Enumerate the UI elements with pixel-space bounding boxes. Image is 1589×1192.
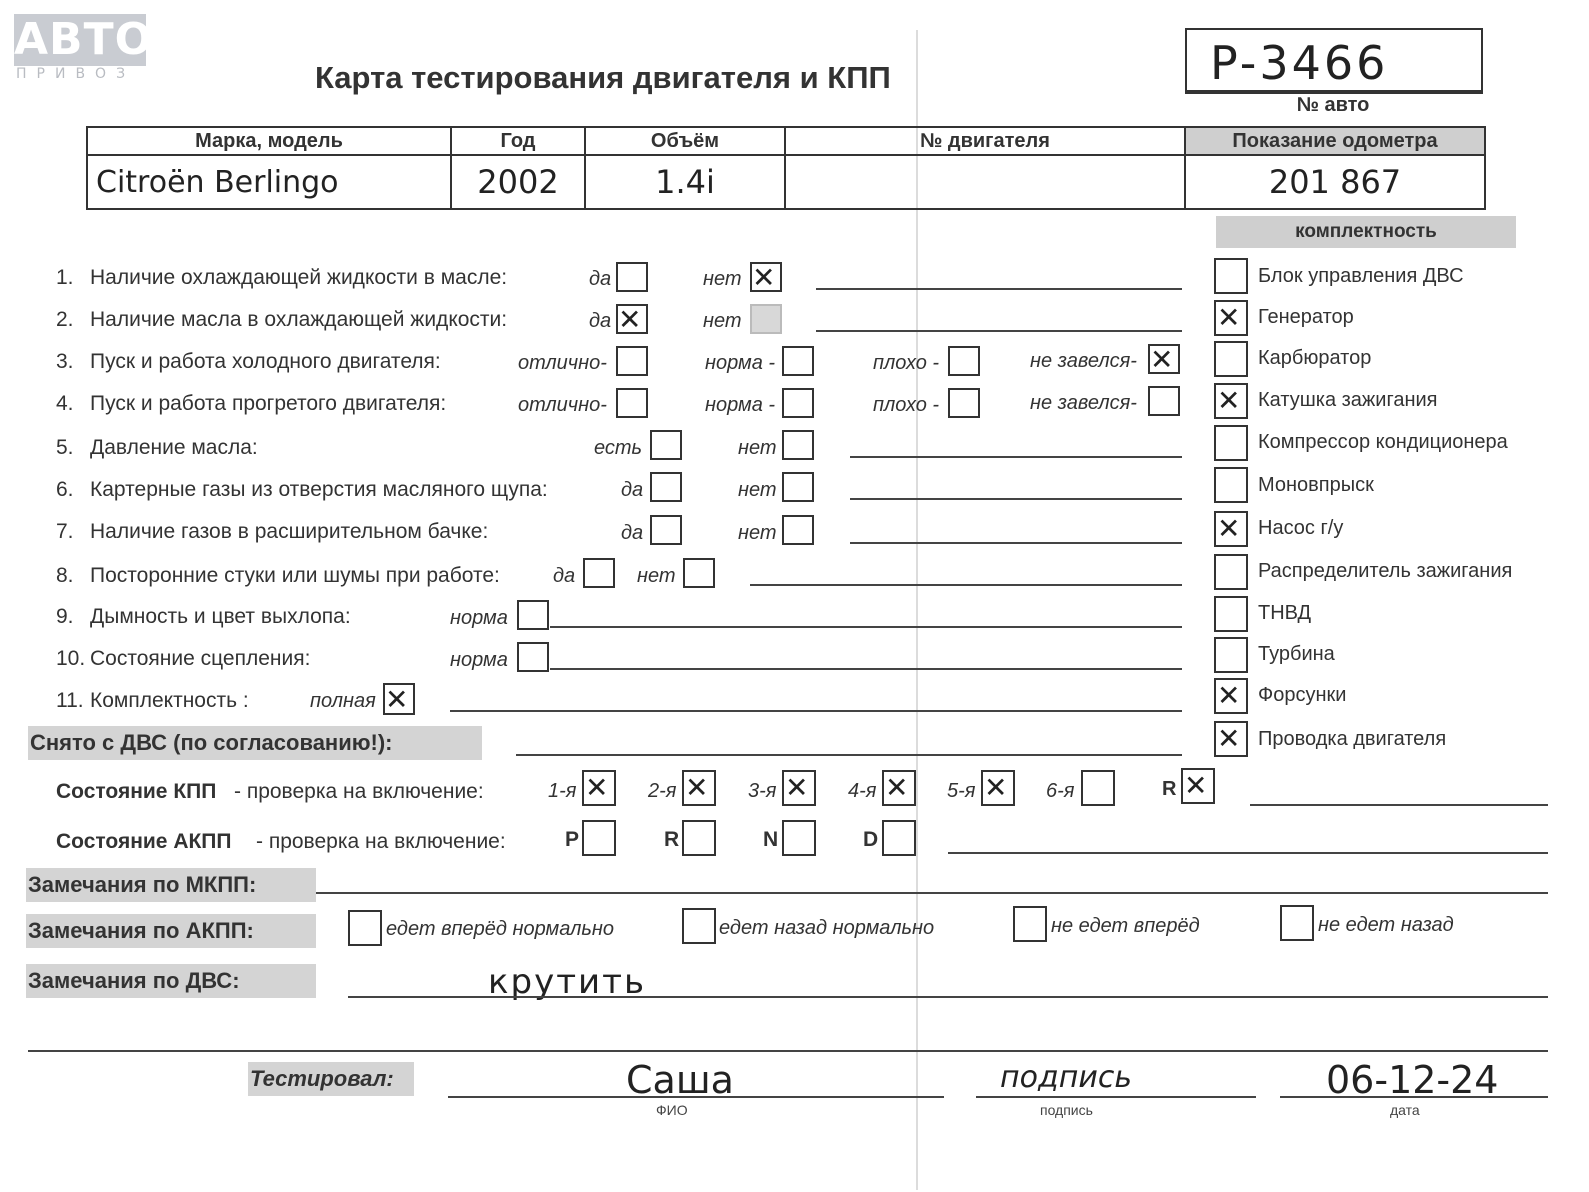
- akpp-note-option: не едет назад: [1318, 914, 1454, 936]
- checkbox[interactable]: [948, 388, 980, 418]
- option-label: не завелся-: [1030, 392, 1137, 414]
- option-label: нет: [637, 565, 676, 587]
- completeness-item: Проводка двигателя: [1258, 728, 1447, 750]
- akpp-notes-label: Замечания по АКПП:: [26, 914, 316, 948]
- checkbox[interactable]: [683, 558, 715, 588]
- answer-line: [948, 852, 1548, 854]
- akpp-checkbox[interactable]: [682, 820, 716, 856]
- question-number: 8.: [56, 564, 74, 587]
- gear-label: 2-я: [648, 780, 677, 802]
- akpp-note-checkbox[interactable]: [1013, 906, 1047, 942]
- answer-line: [850, 542, 1182, 544]
- vehicle-header-table: [86, 126, 1486, 210]
- answer-line: [550, 668, 1182, 670]
- question-number: 2.: [56, 308, 74, 331]
- option-label: норма -: [705, 352, 776, 374]
- gear-label: 3-я: [748, 780, 777, 802]
- akpp-checkbox[interactable]: [582, 820, 616, 856]
- akpp-note-option: едет назад нормально: [719, 917, 935, 939]
- checkbox[interactable]: [517, 642, 549, 672]
- check-mark: ✕: [1217, 301, 1241, 334]
- option-label: нет: [738, 437, 777, 459]
- akpp-mode-label: R: [664, 828, 680, 851]
- divider-line: [28, 1050, 1548, 1052]
- answer-line: [816, 330, 1182, 332]
- akpp-mode-label: N: [763, 828, 779, 851]
- completeness-checkbox[interactable]: [1214, 425, 1248, 461]
- col-make-model: Марка, модель: [87, 127, 451, 155]
- completeness-item: Катушка зажигания: [1258, 389, 1438, 411]
- option-label: отлично-: [518, 394, 607, 416]
- option-label: плохо -: [873, 394, 940, 416]
- completeness-item: Моновпрыск: [1258, 474, 1374, 496]
- question-text: Картерные газы из отверстия масляного щупа:: [90, 478, 548, 501]
- question-text: Наличие масла в охлаждающей жидкости:: [90, 308, 508, 331]
- logo-subtitle: ПРИВОЗ: [16, 66, 136, 82]
- checkbox[interactable]: [750, 304, 782, 334]
- answer-line: [348, 996, 1548, 998]
- check-mark: ✕: [984, 771, 1008, 804]
- question-text: Пуск и работа холодного двигателя:: [90, 350, 441, 373]
- question-text: Дымность и цвет выхлопа:: [90, 605, 351, 628]
- checkbox[interactable]: [616, 346, 648, 376]
- completeness-item: Генератор: [1258, 306, 1354, 328]
- check-mark: ✕: [618, 303, 642, 336]
- check-mark: ✕: [1150, 343, 1174, 376]
- answer-line: [550, 626, 1182, 628]
- fio-caption: ФИО: [656, 1102, 688, 1118]
- completeness-item: Компрессор кондиционера: [1258, 431, 1508, 453]
- removed-section-label: Снято с ДВС (по согласованию!):: [28, 726, 482, 760]
- akpp-note-checkbox[interactable]: [348, 910, 382, 946]
- completeness-checkbox[interactable]: [1214, 341, 1248, 377]
- question-number: 7.: [56, 520, 74, 543]
- question-text: Посторонние стуки или шумы при работе:: [90, 564, 500, 587]
- gear-checkbox[interactable]: [1081, 770, 1115, 806]
- tester-signature: подпись: [1000, 1060, 1132, 1095]
- gear-label: R: [1162, 778, 1177, 800]
- signature-line: [976, 1096, 1256, 1098]
- option-label: отлично-: [518, 352, 607, 374]
- answer-line: [316, 892, 1548, 894]
- question-text: Наличие газов в расширительном бачке:: [90, 520, 489, 543]
- checkbox[interactable]: [650, 515, 682, 545]
- dvs-notes-value: крутить: [488, 962, 646, 1002]
- option-label: да: [589, 268, 612, 290]
- akpp-note-option: не едет вперёд: [1051, 915, 1200, 937]
- akpp-note-checkbox[interactable]: [1280, 905, 1314, 941]
- check-mark: ✕: [685, 771, 709, 804]
- col-year: Год: [451, 127, 585, 155]
- check-mark: ✕: [1184, 769, 1208, 802]
- akpp-label: Состояние АКПП: [56, 830, 232, 853]
- completeness-item: Карбюратор: [1258, 347, 1372, 369]
- akpp-checkbox[interactable]: [882, 820, 916, 856]
- question-number: 9.: [56, 605, 74, 628]
- question-text: Давление масла:: [90, 436, 258, 459]
- date-line: [1280, 1096, 1548, 1098]
- akpp-note-option: едет вперёд нормально: [386, 918, 615, 940]
- completeness-item: ТНВД: [1258, 602, 1312, 624]
- kpp-label: Состояние КПП: [56, 780, 217, 803]
- completeness-checkbox[interactable]: [1214, 554, 1248, 590]
- question-number: 6.: [56, 478, 74, 501]
- question-number: 3.: [56, 350, 74, 373]
- akpp-note-checkbox[interactable]: [682, 908, 716, 944]
- gear-label: 4-я: [848, 780, 877, 802]
- answer-line: [516, 754, 1182, 756]
- make-model-value: Citroën Berlingo: [87, 155, 451, 209]
- akpp-label-rest: - проверка на включение:: [256, 830, 506, 853]
- gear-label: 6-я: [1046, 780, 1075, 802]
- question-text: Наличие охлаждающей жидкости в масле:: [90, 266, 508, 289]
- akpp-mode-label: P: [565, 828, 580, 851]
- answer-line: [816, 288, 1182, 290]
- answer-line: [850, 498, 1182, 500]
- name-line: [448, 1096, 944, 1098]
- option-label: да: [589, 310, 612, 332]
- completeness-item: Насос г/у: [1258, 517, 1344, 539]
- question-text: Комплектность :: [90, 689, 249, 712]
- option-label: плохо -: [873, 352, 940, 374]
- option-label: норма: [450, 607, 508, 629]
- checkbox[interactable]: [948, 346, 980, 376]
- check-mark: ✕: [1217, 722, 1241, 755]
- option-label: нет: [738, 522, 777, 544]
- kpp-label-rest: - проверка на включение:: [234, 780, 484, 803]
- checkbox[interactable]: [1148, 386, 1180, 416]
- check-mark: ✕: [1217, 512, 1241, 545]
- checkbox[interactable]: [616, 262, 648, 292]
- option-label: да: [621, 522, 644, 544]
- option-label: да: [553, 565, 576, 587]
- option-label: нет: [703, 268, 742, 290]
- check-mark: ✕: [385, 683, 409, 716]
- volume-value: 1.4i: [585, 155, 785, 209]
- option-label: есть: [594, 437, 643, 459]
- option-label: норма -: [705, 394, 776, 416]
- option-label: да: [621, 479, 644, 501]
- question-number: 5.: [56, 436, 74, 459]
- gear-label: 1-я: [548, 780, 577, 802]
- question-text: Пуск и работа прогретого двигателя:: [90, 392, 447, 415]
- completeness-title: комплектность: [1216, 216, 1516, 248]
- option-label: нет: [738, 479, 777, 501]
- mkpp-notes-label: Замечания по МКПП:: [26, 868, 316, 902]
- year-value: 2002: [451, 155, 585, 209]
- auto-number-label: № авто: [1296, 94, 1370, 116]
- checkbox[interactable]: [782, 388, 814, 418]
- col-volume: Объём: [585, 127, 785, 155]
- col-odometer: Показание одометра: [1185, 127, 1485, 155]
- completeness-item: Блок управления ДВС: [1258, 265, 1464, 287]
- question-number: 10.: [56, 647, 86, 670]
- option-label: норма: [450, 649, 508, 671]
- completeness-checkbox[interactable]: [1214, 596, 1248, 632]
- checkbox[interactable]: [782, 346, 814, 376]
- date-caption: дата: [1390, 1102, 1420, 1118]
- signature-caption: подпись: [1040, 1102, 1093, 1118]
- option-label: не завелся-: [1030, 350, 1137, 372]
- completeness-item: Турбина: [1258, 643, 1335, 665]
- answer-line: [1250, 804, 1548, 806]
- checkbox[interactable]: [583, 558, 615, 588]
- check-mark: ✕: [885, 771, 909, 804]
- question-number: 4.: [56, 392, 74, 415]
- checkbox[interactable]: [650, 430, 682, 460]
- akpp-mode-label: D: [863, 828, 879, 851]
- checkbox[interactable]: [616, 388, 648, 418]
- check-mark: ✕: [785, 771, 809, 804]
- page-title: Карта тестирования двигателя и КПП: [315, 60, 891, 95]
- completeness-checkbox[interactable]: [1214, 467, 1248, 503]
- completeness-checkbox[interactable]: [1214, 637, 1248, 673]
- option-label: полная: [310, 690, 376, 712]
- answer-line: [850, 456, 1182, 458]
- check-mark: ✕: [1217, 384, 1241, 417]
- completeness-checkbox[interactable]: [1214, 258, 1248, 294]
- tester-name: Саша: [626, 1058, 734, 1102]
- question-number: 1.: [56, 266, 74, 289]
- check-mark: ✕: [1217, 679, 1241, 712]
- akpp-checkbox[interactable]: [782, 820, 816, 856]
- checkbox[interactable]: [782, 515, 814, 545]
- dvs-notes-label: Замечания по ДВС:: [26, 964, 316, 998]
- gear-label: 5-я: [947, 780, 976, 802]
- check-mark: ✕: [752, 261, 776, 294]
- option-label: нет: [703, 310, 742, 332]
- check-mark: ✕: [585, 771, 609, 804]
- auto-number-value: P-3466: [1210, 36, 1389, 90]
- checkbox[interactable]: [650, 472, 682, 502]
- checkbox[interactable]: [782, 430, 814, 460]
- completeness-item: Распределитель зажигания: [1258, 560, 1513, 582]
- answer-line: [750, 584, 1182, 586]
- odometer-value: 201 867: [1185, 155, 1485, 209]
- checkbox[interactable]: [782, 472, 814, 502]
- answer-line: [450, 710, 1182, 712]
- question-number: 11.: [56, 689, 84, 712]
- auto-number-divider: [1185, 90, 1481, 92]
- checkbox[interactable]: [517, 600, 549, 630]
- question-text: Состояние сцепления:: [90, 647, 311, 670]
- engine-no-value: [785, 155, 1185, 209]
- tested-by-label: Тестировал:: [248, 1062, 414, 1096]
- col-engine-no: № двигателя: [785, 127, 1185, 155]
- completeness-item: Форсунки: [1258, 684, 1347, 706]
- test-date: 06-12-24: [1326, 1058, 1499, 1102]
- logo: АВТО: [14, 14, 154, 65]
